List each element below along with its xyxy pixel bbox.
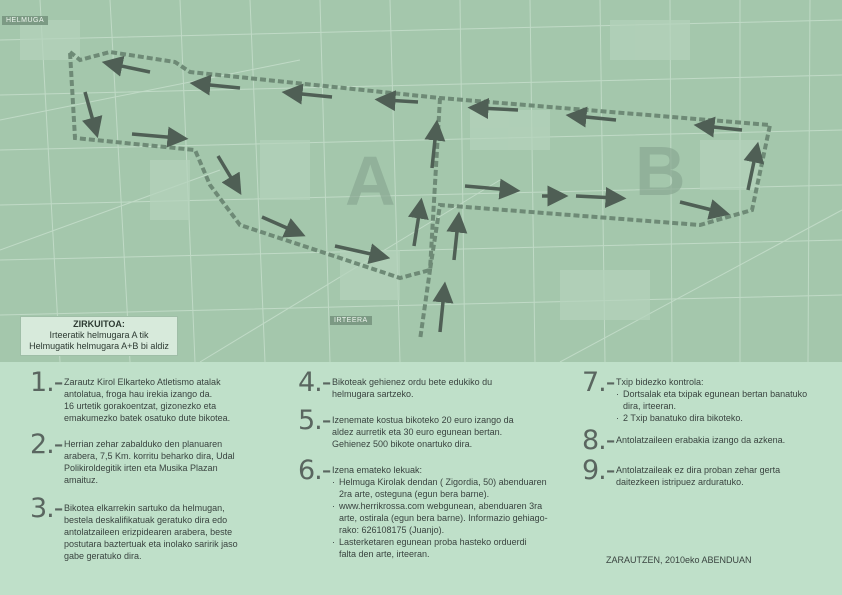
rule-line: Polikiroldegitik irten eta Musika Plazan	[64, 463, 218, 473]
zone-a-letter: A	[345, 142, 396, 220]
rule-text	[332, 464, 562, 560]
rule-number: 5.-	[298, 405, 331, 436]
rule-line: gabe geratuko dira.	[64, 551, 142, 561]
rule-number: 8.-	[582, 425, 615, 456]
rule-line: Txip bidezko kontrola:	[616, 377, 704, 387]
rule-line: aldez aurretik eta 30 euro egunean bertan.	[332, 427, 503, 437]
rule-text	[64, 438, 294, 486]
bullet-dot-icon: ·	[332, 537, 335, 547]
rule-line: 16 urtetik gorakoentzat, gizonezko eta	[64, 401, 217, 411]
bullet-dot-icon: ·	[332, 477, 335, 487]
bullet-dot-icon: ·	[332, 501, 335, 511]
bullet-dot-icon: ·	[616, 389, 619, 399]
rule-bullet	[616, 412, 816, 424]
rule-line: Izenemate kostua bikoteko 20 euro izango da	[332, 415, 514, 425]
rule-number: 9.-	[582, 455, 615, 486]
rule-line: bestela deskalifikatuak geratuko dira edo	[64, 515, 228, 525]
rule-number: 2.-	[30, 429, 63, 460]
rule-text	[616, 464, 816, 488]
rule-bullet-line: Dortsalak eta txipak egunean bertan banatuko	[623, 389, 808, 399]
rule-bullet-line: Lasterketaren egunean proba hasteko orduerdi	[339, 537, 527, 547]
rule-bullet-line: arte, ostirala (egun bera barne). Informazio gehiago-	[339, 513, 548, 523]
rule-line: postutara baztertuak eta inolako saririk jaso	[64, 539, 238, 549]
rule-number: 7.-	[582, 367, 615, 398]
rule-text	[332, 376, 562, 400]
rule-bullet	[332, 500, 562, 536]
circuit-legend	[20, 316, 178, 356]
rule-line: Bikotea elkarrekin sartuko da helmugan,	[64, 503, 225, 513]
rule-bullet-line: Helmuga Kirolak dendan ( Zigordia, 50) abenduaren	[339, 477, 547, 487]
rule-bullet	[332, 476, 562, 500]
rule-line: Zarautz Kirol Elkarteko Atletismo atalak	[64, 377, 221, 387]
rule-line: Gehienez 500 bikote onartuko dira.	[332, 439, 473, 449]
rule-text	[332, 414, 562, 450]
rule-line: helmugara sartzeko.	[332, 389, 414, 399]
rule-number: 3.-	[30, 493, 63, 524]
rule-line: amaituz.	[64, 475, 99, 485]
rule-bullet-line: 2 Txip banatuko dira bikoteko.	[623, 413, 743, 423]
rule-text	[64, 376, 294, 424]
rule-bullet-line: www.herrikrossa.com webgunean, abenduaren 3ra	[339, 501, 543, 511]
rule-line: Antolatzaileak ez dira proban zehar gerta	[616, 465, 781, 475]
rule-line: Antolatzaileen erabakia izango da azkena.	[616, 435, 786, 445]
rule-line: antolatua, froga hau irekia izango da.	[64, 389, 213, 399]
start-label: IRTEERA	[330, 316, 372, 325]
rule-line: Bikoteak gehienez ordu bete edukiko du	[332, 377, 493, 387]
finish-label: HELMUGA	[2, 16, 48, 25]
rule-text	[616, 376, 816, 424]
rule-line: antolatzaileen erizpidearen arabera, beste	[64, 527, 233, 537]
rule-line: arabera, 7,5 Km. korritu beharko dira, Udal	[64, 451, 235, 461]
rule-text	[616, 434, 816, 446]
rule-number: 6.-	[298, 455, 331, 486]
rule-line: daitezkeen istripuez arduratuko.	[616, 477, 744, 487]
rule-text	[64, 502, 294, 562]
rule-bullet-line: falta den arte, irteeran.	[339, 549, 430, 559]
rule-bullet-line: dira, irteeran.	[623, 401, 677, 411]
legend-line-1: Irteeratik helmugara A tik	[49, 330, 149, 340]
footer-date: ZARAUTZEN, 2010eko ABENDUAN	[606, 555, 752, 565]
rule-line: Izena emateko lekuak:	[332, 465, 423, 475]
rule-line: emakumezko batek osatuko dute bikotea.	[64, 413, 231, 423]
rule-bullet	[332, 536, 562, 560]
rule-bullet-line: 2ra arte, osteguna (egun bera barne).	[339, 489, 490, 499]
rule-bullet	[616, 388, 816, 412]
legend-title: ZIRKUITOA:	[73, 319, 125, 329]
zone-b-letter: B	[635, 132, 686, 210]
bullet-dot-icon: ·	[616, 413, 619, 423]
rule-number: 1.-	[30, 367, 63, 398]
legend-line-2: Helmugatik helmugara A+B bi aldiz	[29, 341, 169, 351]
rule-line: Herrian zehar zabalduko den planuaren	[64, 439, 223, 449]
rule-bullet-line: rako: 626108175 (Juanjo).	[339, 525, 445, 535]
rule-number: 4.-	[298, 367, 331, 398]
